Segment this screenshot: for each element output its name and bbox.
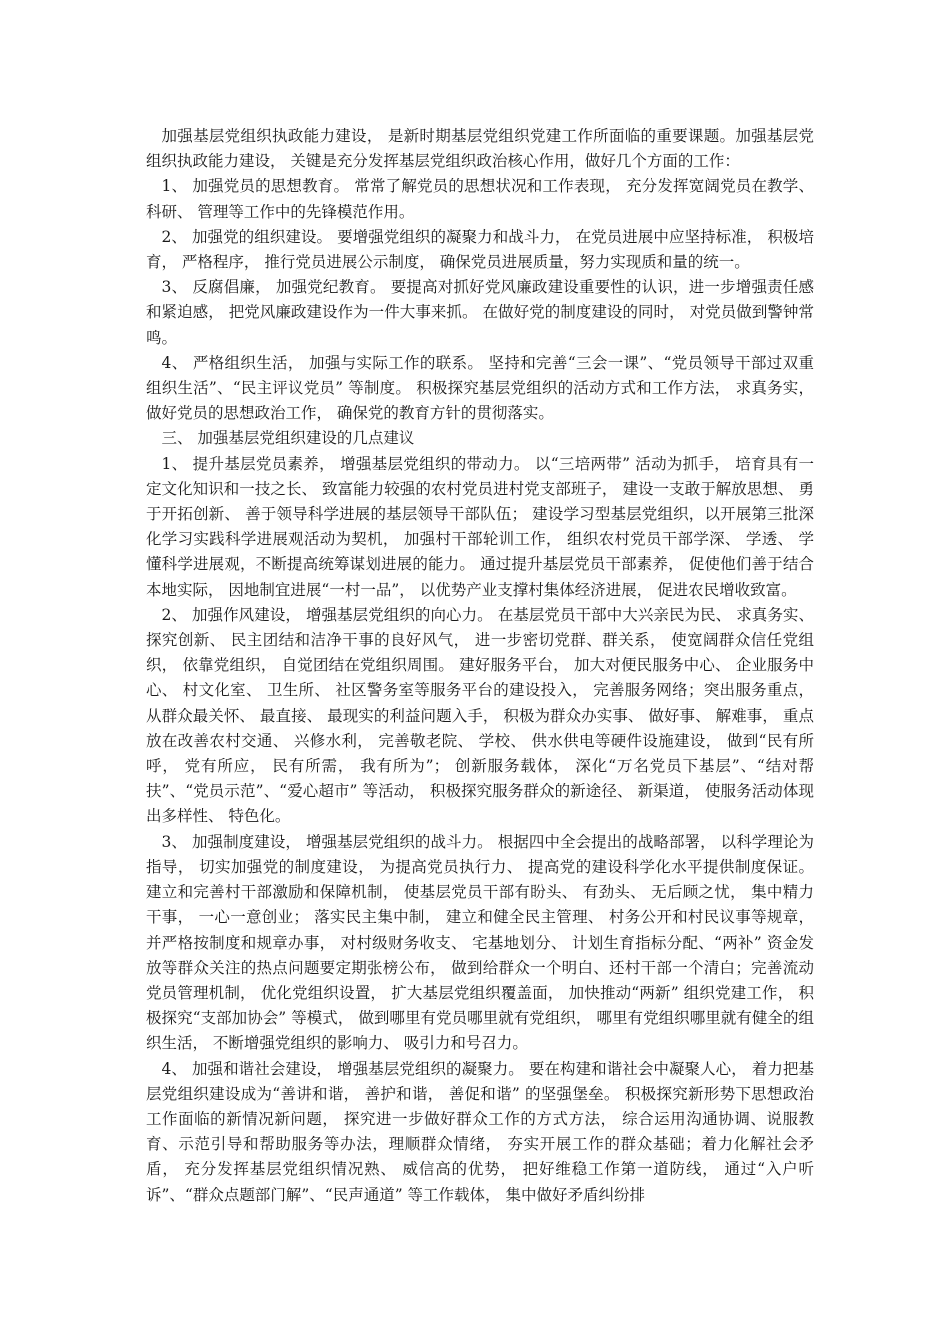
paragraph-item-1: 1、 加强党员的思想教育。 常常了解党员的思想状况和工作表现， 充分发挥宽阔党员在教学、 科研、 管理等工作中的先锋模范作用。 [146, 177, 814, 221]
paragraph-suggestion-3: 3、 加强制度建设， 增强基层党组织的战斗力。 根据四中全会提出的战略部署， 以科学理论为指导， 切实加强党的制度建设， 为提高党员执行力、 提高党的建设科学化水平提供制度保证。 建立和完善村干部激励和保障机制， 使基层党员干部有盼头、 有劲头、 无后顾之忧， 集中精力干事， 一心一意创业； 落实民主集中制， 建立和健全民主管理、 村务公开和村民议事等规章， 并严格按制度和规章办事， 对村级财务收支、 宅基地划分、 计划生育指标分配、“两补” 资金发放等群众关注的热点问题要定期张榜公布， 做到给群众一个明白、还村干部一个清白；完善流动党员管理机制， 优化党组织设置， 扩大基层党组织覆盖面， 加快推动“两新” 组织党建工作， 积极探究“支部加协会” 等模式， 做到哪里有党员哪里就有党组织， 哪里有党组织哪里就有健全的组织生活， 不断增强党组织的影响力、 吸引力和号召力。 [146, 832, 814, 1053]
paragraph-item-2: 2、 加强党的组织建设。 要增强党组织的凝聚力和战斗力， 在党员进展中应坚持标准， 积极培育， 严格程序， 推行党员进展公示制度， 确保党员进展质量，努力实现质和量的统一。 [146, 227, 814, 272]
paragraph-suggestion-2: 2、 加强作风建设， 增强基层党组织的向心力。 在基层党员干部中大兴亲民为民、 求真务实、 探究创新、 民主团结和洁净干事的良好风气， 进一步密切党群、群关系， 使宽阔群众信任党组织， 依靠党组织， 自觉团结在党组织周围。 建好服务平台， 加大对便民服务中心、 企业服务中心、 村文化室、 卫生所、 社区警务室等服务平台的建设投入， 完善服务网络；突出服务重点， 从群众最关怀、 最直接、 最现实的利益问题入手， 积极为群众办实事、 做好事、 解难事， 重点放在改善农村交通、 兴修水利， 完善敬老院、 学校、 供水供电等硬件设施建设， 做到“民有所呼， 党有所应， 民有所需， 我有所为”； 创新服务载体， 深化“万名党员下基层”、“结对帮扶”、“党员示范”、“爱心超市” 等活动， 积极探究服务群众的新途径、 新渠道， 使服务活动体现出多样性、 特色化。 [146, 605, 814, 826]
paragraph-intro: 加强基层党组织执政能力建设， 是新时期基层党组织党建工作所面临的重要课题。加强基层党组织执政能力建设， 关键是充分发挥基层党组织政治核心作用，做好几个方面的工作： [146, 127, 814, 171]
paragraph-suggestion-1: 1、 提升基层党员素养， 增强基层党组织的带动力。 以“三培两带” 活动为抓手， 培育具有一定文化知识和一技之长、 致富能力较强的农村党员进村党支部班子， 建设一支敢于解放思想、 勇于开拓创新、 善于领导科学进展的基层领导干部队伍； 建设学习型基层党组织，以开展第三批深化学习实践科学进展观活动为契机， 加强村干部轮训工作， 组织农村党员干部学深、 学透、 学懂科学进展观，不断提高统筹谋划进展的能力。 通过提升基层党员干部素养， 促使他们善于结合本地实际， 因地制宜进展“一村一品”， 以优势产业支撑村集体经济进展， 促进农民增收致富。 [146, 454, 814, 599]
document-body [146, 124, 814, 1208]
paragraph-suggestion-4: 4、 加强和谐社会建设， 增强基层党组织的凝聚力。 要在构建和谐社会中凝聚人心， 着力把基层党组织建设成为“善讲和谐， 善护和谐， 善促和谐” 的坚强堡垒。 积极探究新形势下思想政治工作面临的新情况新问题， 探究进一步做好群众工作的方式方法， 综合运用沟通协调、说服教育、示范引导和帮助服务等办法，理顺群众情绪， 夯实开展工作的群众基础；着力化解社会矛盾， 充分发挥基层党组织情况熟、 威信高的优势， 把好维稳工作第一道防线， 通过“入户听诉”、“群众点题部门解”、“民声通道” 等工作载体， 集中做好矛盾纠纷排 [146, 1059, 814, 1204]
paragraph-item-4: 4、 严格组织生活， 加强与实际工作的联系。 坚持和完善“三会一课”、“党员领导干部过双重组织生活”、“民主评议党员” 等制度。 积极探究基层党组织的活动方式和工作方法， 求真务实， 做好党员的思想政治工作， 确保党的教育方针的贯彻落实。 [146, 353, 814, 423]
section-heading-3: 三、 加强基层党组织建设的几点建议 [161, 429, 415, 448]
paragraph-item-3: 3、 反腐倡廉， 加强党纪教育。 要提高对抓好党风廉政建设重要性的认识，进一步增强责任感和紧迫感， 把党风廉政建设作为一件大事来抓。 在做好党的制度建设的同时， 对党员做到警钟常鸣。 [146, 278, 814, 347]
